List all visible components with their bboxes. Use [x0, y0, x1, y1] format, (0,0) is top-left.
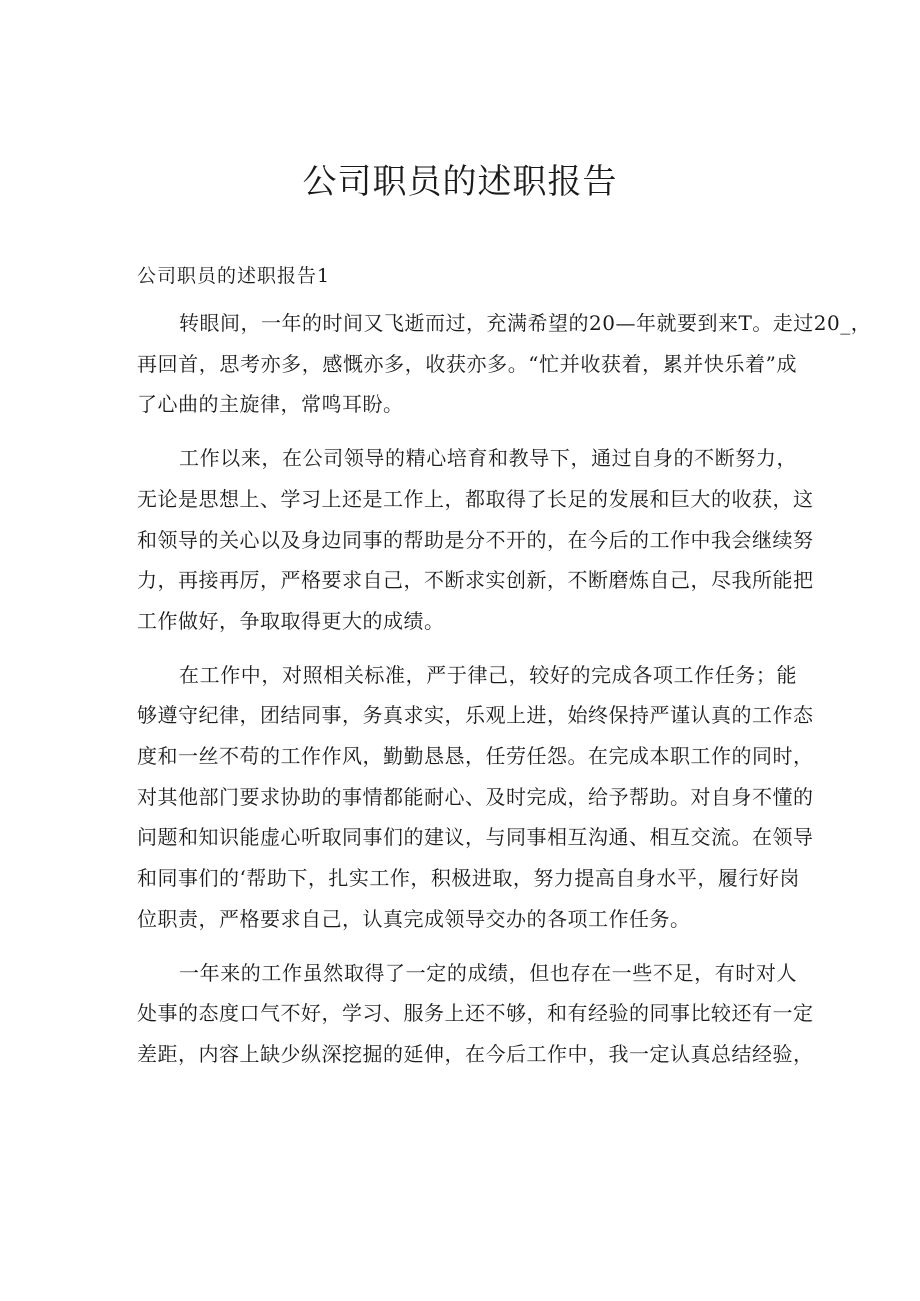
paragraph-line: 差距，内容上缺少纵深挖掘的延伸，在今后工作中，我一定认真总结经验，: [137, 1041, 814, 1066]
paragraph-4: [137, 953, 814, 1075]
paragraph-line: 工作以来，在公司领导的精心培育和教导下，通过自身的不断努力，: [179, 446, 797, 471]
paragraph-line: 工作做好，争取取得更大的成绩。: [137, 608, 445, 633]
paragraph-line: 对其他部门要求协助的事情都能耐心、及时完成，给予帮助。对自身不懂的: [137, 784, 814, 809]
paragraph-line: 在工作中，对照相关标准，严于律己，较好的完成各项工作任务；能: [179, 662, 797, 687]
paragraph-line: 无论是思想上、学习上还是工作上，都取得了长足的发展和巨大的收获，这: [137, 486, 814, 511]
document-title: 公司职员的述职报告: [302, 162, 618, 202]
paragraph-1: [137, 303, 872, 425]
paragraph-line: 度和一丝不苟的工作作风，勤勤恳恳，任劳任怨。在完成本职工作的同时，: [137, 744, 814, 769]
paragraph-3: [137, 655, 814, 940]
paragraph-line: 力，再接再厉，严格要求自己，不断求实创新，不断磨炼自己，尽我所能把: [137, 568, 814, 593]
paragraph-2: [137, 438, 814, 642]
paragraph-line: 和同事们的‘帮助下，扎实工作，积极进取，努力提高自身水平，履行好岗: [137, 866, 800, 891]
paragraph-line: 够遵守纪律，团结同事，务真求实，乐观上进，始终保持严谨认真的工作态: [137, 703, 814, 728]
paragraph-line: 和领导的关心以及身边同事的帮助是分不开的，在今后的工作中我会继续努: [137, 527, 814, 552]
paragraph-line: 位职责，严格要求自己，认真完成领导交办的各项工作任务。: [137, 906, 691, 931]
section-heading: 公司职员的述职报告1: [137, 265, 331, 287]
paragraph-line: 了心曲的主旋律，常鸣耳盼。: [137, 392, 404, 417]
document-body: [137, 303, 872, 1088]
paragraph-line: 处事的态度口气不好，学习、服务上还不够，和有经验的同事比较还有一定: [137, 1001, 814, 1026]
paragraph-line: 再回首，思考亦多，感慨亦多，收获亦多。“忙并收获着，累并快乐着”成: [137, 351, 797, 376]
paragraph-line: 问题和知识能虚心听取同事们的建议，与同事相互沟通、相互交流。在领导: [137, 825, 814, 850]
paragraph-line: 转眼间，一年的时间又飞逝而过，充满希望的20—年就要到来T。走过20_，: [179, 311, 872, 335]
paragraph-line: 一年来的工作虽然取得了一定的成绩，但也存在一些不足，有时对人: [179, 960, 797, 985]
